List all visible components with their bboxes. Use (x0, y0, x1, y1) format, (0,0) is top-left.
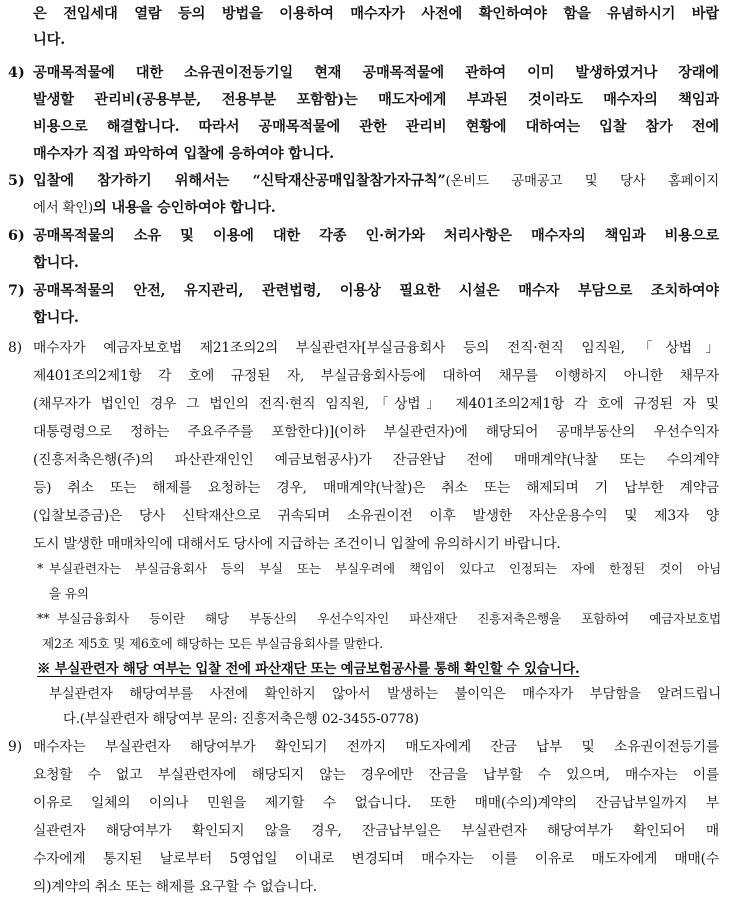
footnote-line: 부실금융회사 등이란 해당 부동산의 우선수익자인 파산재단 진흥저축은행을 포함하여 예금자보호법 (57, 611, 721, 626)
footnote-mark: * (37, 561, 44, 576)
notice-line: 다.(부실관련자 해당여부 문의: 진흥저축은행 02-3455-0778) (63, 712, 419, 727)
normal-run: (온비드 공매공고 및 당사 홈페이지 (445, 174, 719, 189)
text-line: 수자에게 통지된 날로부터 5영업일 이내로 변경되며 매수자는 이를 이유로 매도자에게 매매(수 (33, 851, 719, 867)
footnote-line: 을 유의 (49, 586, 89, 601)
text-line: 실관련자 해당여부가 확인되지 않을 경우, 잔금납부일은 부실관련자 해당여부가 확인되어 매 (33, 823, 719, 839)
normal-run: 에서 확인) (33, 201, 94, 216)
text-line: 은 전입세대 열람 등의 방법을 이용하여 매수자가 사전에 확인하여야 함을 유념하시기 바랍 (33, 6, 719, 22)
text-line: 공매목적물에 대한 소유권이전등기일 현재 공매목적물에 관하여 이미 발생하였거나 장래에 (33, 65, 719, 81)
text-line: 매수자가 예금자보호법 제21조의2의 부실관련자[부실금융회사 등의 전직·현직 임직원,「상법」 (33, 340, 719, 356)
footnote-mark: ** (37, 611, 50, 626)
item-number: 8) (8, 340, 23, 356)
item-number: 9) (8, 739, 23, 755)
text-line: (채무자가 법인인 경우 그 법인의 전직·현직 임직원,「상법」 제401조의2제1항 각 호에 규정된 자 및 (33, 396, 719, 412)
warning-note: ※ 부실관련자 해당 여부는 입찰 전에 파산재단 또는 예금보험공사를 통해 확인할 수 있습니다. (37, 661, 580, 677)
text-line: (입찰보증금)은 당사 신탁재산으로 귀속되며 소유권이전 이후 발생한 자산운용수익 및 제3자 양 (33, 508, 719, 524)
item-number: 6) (8, 228, 25, 244)
text-line-mixed (33, 172, 719, 191)
text-line: 대통령령으로 정하는 주요주주를 포함한다)](이하 부실관련자)에 해당되어 공매부동산의 우선수익자 (33, 424, 719, 440)
text-line: 합니다. (33, 255, 79, 271)
text-line: 공매목적물의 소유 및 이용에 대한 각종 인·허가와 처리사항은 매수자의 책임과 비용으로 (33, 228, 719, 244)
notice-line: 부실관련자 해당여부를 사전에 확인하지 않아서 발생하는 불이익은 매수자가 부담함을 알려드립니 (49, 687, 721, 702)
text-line-mixed (33, 199, 719, 218)
text-line: 의)계약의 취소 또는 해제를 요구할 수 없습니다. (33, 879, 317, 895)
text-line: 제401조의2제1항 각 호에 규정된 자, 부실금융회사등에 대하여 채무를 이행하지 아니한 채무자 (33, 368, 719, 384)
text-line: 매수자가 직접 파악하여 입찰에 응하여야 합니다. (33, 146, 334, 162)
text-line: (진흥저축은행(주)의 파산관재인인 예금보험공사)가 잔금완납 전에 매매계약(낙찰 또는 수의계약 (33, 452, 719, 468)
item-number: 4) (8, 65, 25, 81)
footnote-line: 제2조 제5호 및 제6호에 해당하는 모든 부실금융회사를 말한다. (42, 636, 384, 651)
text-line: 공매목적물의 안전, 유지관리, 관련법령, 이용상 필요한 시설은 매수자 부담으로 조치하여야 (33, 283, 719, 299)
text-line: 발생할 관리비(공용부분, 전용부분 포함함)는 매도자에게 부과된 것이라도 매수자의 책임과 (33, 92, 719, 108)
text-line: 합니다. (33, 310, 79, 326)
text-line: 비용으로 해결합니다. 따라서 공매목적물에 관한 관리비 현황에 대하여는 입찰 참가 전에 (33, 119, 719, 135)
text-line: 요청할 수 없고 부실관련자에 해당되지 않는 경우에만 잔금을 납부할 수 있으며, 매수자는 이를 (33, 767, 719, 783)
text-line: 등) 취소 또는 해제를 요청하는 경우, 매매계약(낙찰)은 취소 또는 해제되며 기 납부한 계약금 (33, 480, 719, 496)
text-line: 도시 발생한 매매차익에 대해서도 당사에 지급하는 조건이니 입찰에 유의하시기 바랍니다. (33, 536, 561, 552)
text-line: 이유로 일체의 이의나 민원을 제기할 수 없습니다. 또한 매매(수의)계약의 잔금납부일까지 부 (33, 795, 719, 811)
text-line: 매수자는 부실관련자 해당여부가 확인되기 전까지 매도자에게 잔금 납부 및 소유권이전등기를 (33, 739, 719, 755)
item-number: 7) (8, 283, 25, 299)
bold-run: 입찰에 참가하기 위해서는 “신탁재산공매입찰참가자규칙” (33, 173, 446, 189)
footnote-line: 부실관련자는 부실금융회사 등의 부실 또는 부실우려에 책임이 있다고 인정되는 자에 한정된 것이 아님 (49, 561, 721, 576)
text-line: 니다. (33, 32, 65, 48)
bold-run: 의 내용을 승인하여야 합니다. (93, 200, 276, 216)
item-number: 5) (8, 173, 25, 189)
